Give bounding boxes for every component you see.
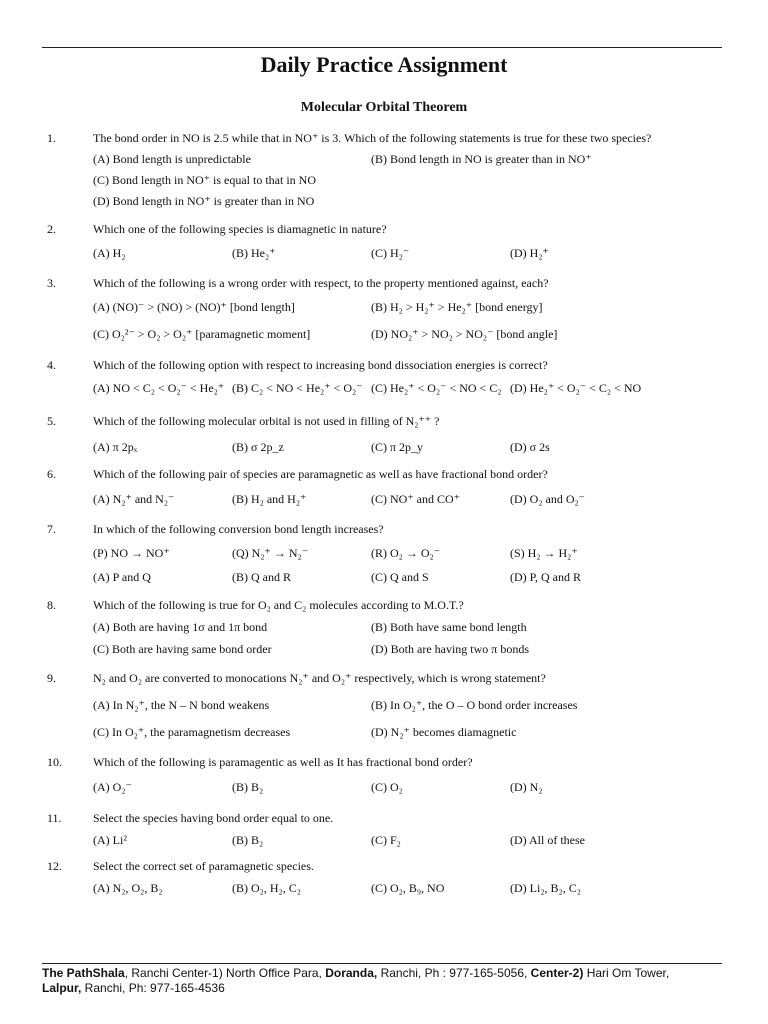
question-option: (C) π 2p_y [371,440,424,454]
question-option: (A) π 2pₓ [93,440,138,454]
question-option: (A) Both are having 1σ and 1π bond [93,620,268,634]
question-option: (C) Bond length in NO⁺ is equal to that in NO [93,173,316,187]
question-option: (B) Both have same bond length [371,620,527,634]
question-option: (A) Li² [93,833,127,847]
page-title: Daily Practice Assignment [260,52,508,77]
footer-place-2: Lalpur, [42,981,82,995]
question-option: (C) He₂⁺ < O₂⁻ < NO < C₂ [371,381,502,395]
question-text: Select the species having bond order equal to one. [93,811,334,825]
question-option: (A) N₂⁺ and N₂⁻ [93,492,175,506]
question-text: Which one of the following species is diamagnetic in nature? [93,222,387,236]
question-number: 2. [47,222,56,236]
question-number: 10. [47,755,62,769]
question-option: (A) N₂, O₂, B₂ [93,881,163,895]
question-option: (S) H₂ → H₂⁺ [510,546,578,560]
question-option: (C) F₂ [371,833,401,847]
question-number: 9. [47,671,56,685]
question-option: (B) C₂ < NO < He₂⁺ < O₂⁻ [232,381,363,395]
question-option: (D) O₂ and O₂⁻ [510,492,586,506]
question-option: (A) (NO)⁻ > (NO) > (NO)⁺ [bond length] [93,300,295,314]
question-option: (A) O₂⁻ [93,780,132,794]
question-option: (B) Bond length in NO is greater than in NO⁺ [371,152,592,166]
question-option: (Q) N₂⁺ → N₂⁻ [232,546,309,560]
question-option: (P) NO → NO⁺ [93,546,170,560]
question-text: The bond order in NO is 2.5 while that in NO⁺ is 3. Which of the following statements is true for these two species? [93,131,652,145]
footer-text-4: Ranchi, Ph: 977-165-4536 [81,981,225,995]
question-text: Select the correct set of paramagnetic species. [93,859,314,873]
question-option: (B) B₂ [232,780,264,794]
question-option: (C) Both are having same bond order [93,642,272,656]
question-number: 5. [47,414,56,428]
question-text: Which of the following option with respect to increasing bond dissociation energies is correct? [93,358,548,372]
question-number: 8. [47,598,56,612]
question-option: (D) N₂⁺ becomes diamagnetic [371,725,517,739]
footer-center-2: Center-2) [530,966,584,980]
question-option: (D) NO₂⁺ > NO₂ > NO₂⁻ [bond angle] [371,327,558,341]
page-subtitle: Molecular Orbital Theorem [300,100,468,115]
question-option: (B) O₂, H₂, C₂ [232,881,301,895]
question-option: (C) O₂, B₉, NO [371,881,445,895]
top-rule [42,47,722,48]
question-option: (B) He₂⁺ [232,246,276,260]
question-option: (B) H₂ and H₂⁺ [232,492,307,506]
question-number: 11. [47,811,62,825]
question-option: (D) Both are having two π bonds [371,642,530,656]
question-option: (D) P, Q and R [510,570,581,584]
question-option: (D) He₂⁺ < O₂⁻ < C₂ < NO [510,381,642,395]
footer-place-1: Doranda, [325,966,378,980]
question-option: (B) Q and R [232,570,291,584]
question-option: (A) P and Q [93,570,151,584]
question-option: (C) In O₂⁺, the paramagnetism decreases [93,725,291,739]
question-number: 7. [47,522,56,536]
question-option: (D) Bond length in NO⁺ is greater than in NO [93,194,315,208]
question-option: (B) H₂ > H₂⁺ > He₂⁺ [bond energy] [371,300,543,314]
question-number: 3. [47,276,56,290]
footer-rule [42,963,722,964]
question-number: 6. [47,467,56,481]
question-option: (R) O₂ → O₂⁻ [371,546,441,560]
question-option: (A) Bond length is unpredictable [93,152,251,166]
question-number: 1. [47,131,56,145]
footer-text-3: Hari Om Tower, [583,966,670,980]
footer [42,966,732,996]
question-option: (C) Q and S [371,570,429,584]
question-option: (C) O₂ [371,780,403,794]
question-text: Which of the following is paramagentic as well as It has fractional bond order? [93,755,473,769]
question-option: (A) In N₂⁺, the N – N bond weakens [93,698,270,712]
question-number: 12. [47,859,62,873]
footer-text-1: , Ranchi Center-1) North Office Para, [124,966,326,980]
question-option: (D) H₂⁺ [510,246,549,260]
footer-text-2: Ranchi, Ph : 977-165-5056, [377,966,531,980]
question-text: Which of the following is true for O₂ and C₂ molecules according to M.O.T.? [93,598,464,612]
question-option: (D) Li₂, B₂, C₂ [510,881,581,895]
question-option: (D) σ 2s [510,440,550,454]
question-text: In which of the following conversion bond length increases? [93,522,384,536]
question-option: (C) O₂²⁻ > O₂ > O₂⁺ [paramagnetic moment] [93,327,311,341]
question-option: (B) σ 2p_z [232,440,284,454]
question-option: (B) In O₂⁺, the O – O bond order increases [371,698,578,712]
question-option: (A) H₂ [93,246,126,260]
question-option: (D) All of these [510,833,585,847]
question-option: (B) B₂ [232,833,264,847]
question-number: 4. [47,358,56,372]
question-option: (D) N₂ [510,780,543,794]
question-text: Which of the following is a wrong order with respect, to the property mentioned against, each? [93,276,549,290]
question-text: Which of the following pair of species are paramagnetic as well as have fractional bond order? [93,467,548,481]
question-option: (C) H₂⁻ [371,246,410,260]
question-text: Which of the following molecular orbital is not used in filling of N₂⁺⁺ ? [93,414,440,428]
question-text: N₂ and O₂ are converted to monocations N₂⁺ and O₂⁺ respectively, which is wrong statement? [93,671,546,685]
footer-org: The PathShala [42,966,125,980]
question-option: (A) NO < C₂ < O₂⁻ < He₂⁺ [93,381,225,395]
question-option: (C) NO⁺ and CO⁺ [371,492,460,506]
